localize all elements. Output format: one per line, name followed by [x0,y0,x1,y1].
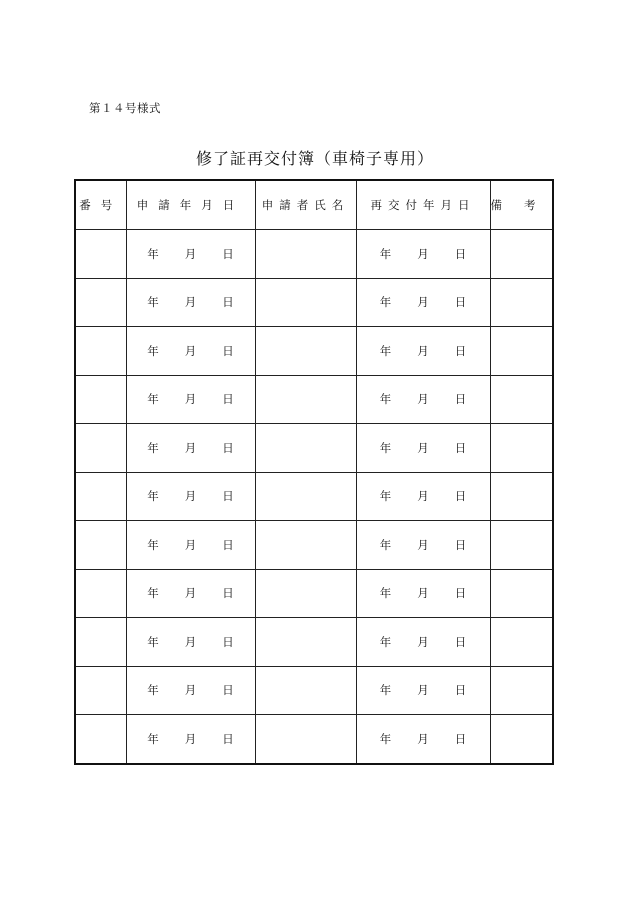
application-date-cell-units [127,634,255,650]
table-row [75,327,553,376]
date-unit-day: 日 [222,489,234,504]
reissue-date-cell-units [357,246,490,262]
date-unit-month: 月 [417,343,429,358]
application-date-cell[interactable] [126,424,255,473]
date-unit-month: 月 [417,634,429,649]
application-date-cell[interactable] [126,278,255,327]
table-row [75,424,553,473]
remarks-cell[interactable] [490,569,553,618]
date-unit-month: 月 [184,392,197,407]
reissue-date-cell-units [357,537,490,553]
row-number-cell[interactable] [75,230,126,279]
date-unit-month: 月 [184,295,197,310]
date-unit-day: 日 [222,537,234,552]
date-unit-month: 月 [184,683,197,698]
column-header-application-date: 申請年月日 [126,180,255,230]
table-row [75,666,553,715]
application-date-cell-units [127,731,255,747]
date-unit-month: 月 [417,295,429,310]
reissue-date-cell[interactable] [356,327,490,376]
applicant-name-cell[interactable] [255,278,356,327]
date-unit-month: 月 [417,731,429,746]
date-unit-month: 月 [417,489,429,504]
date-unit-year: 年 [147,683,159,698]
application-date-cell[interactable] [126,715,255,764]
date-unit-month: 月 [184,440,197,455]
date-unit-month: 月 [417,586,429,601]
applicant-name-cell[interactable] [255,569,356,618]
reissue-date-cell[interactable] [356,666,490,715]
date-unit-year: 年 [379,634,392,649]
application-date-cell-units [127,343,255,359]
reissue-date-cell-units [357,682,490,698]
reissue-date-cell[interactable] [356,278,490,327]
remarks-cell[interactable] [490,327,553,376]
row-number-cell[interactable] [75,569,126,618]
date-unit-day: 日 [454,489,467,504]
remarks-cell[interactable] [490,666,553,715]
date-unit-month: 月 [184,634,197,649]
date-unit-year: 年 [379,537,392,552]
date-unit-year: 年 [147,440,159,455]
date-unit-month: 月 [417,683,429,698]
date-unit-year: 年 [147,634,159,649]
reissue-date-cell-units [357,343,490,359]
date-unit-year: 年 [379,392,392,407]
date-unit-day: 日 [222,246,234,261]
column-header-number: 番号 [75,180,126,230]
date-unit-year: 年 [379,731,392,746]
date-unit-day: 日 [454,586,467,601]
date-unit-year: 年 [379,246,392,261]
reissue-date-cell-units [357,585,490,601]
date-unit-day: 日 [454,246,467,261]
row-number-cell[interactable] [75,521,126,570]
reissue-date-cell[interactable] [356,230,490,279]
reissue-date-cell-units [357,731,490,747]
date-unit-month: 月 [184,731,197,746]
application-date-cell[interactable] [126,472,255,521]
date-unit-year: 年 [147,489,159,504]
date-unit-month: 月 [184,586,197,601]
date-unit-month: 月 [417,537,429,552]
remarks-cell[interactable] [490,618,553,667]
applicant-name-cell[interactable] [255,424,356,473]
application-date-cell-units [127,246,255,262]
form-number: 第１４号様式 [89,101,161,115]
date-unit-month: 月 [417,246,429,261]
application-date-cell[interactable] [126,230,255,279]
reissue-date-cell[interactable] [356,424,490,473]
remarks-cell[interactable] [490,375,553,424]
reissue-register-table [74,179,558,765]
remarks-cell[interactable] [490,278,553,327]
applicant-name-cell[interactable] [255,327,356,376]
date-unit-year: 年 [147,392,159,407]
table-row [75,230,553,279]
row-number-cell[interactable] [75,472,126,521]
table-row [75,472,553,521]
date-unit-month: 月 [184,246,197,261]
date-unit-year: 年 [379,343,392,358]
applicant-name-cell[interactable] [255,230,356,279]
reissue-date-cell-units [357,488,490,504]
table-row [75,375,553,424]
date-unit-year: 年 [379,295,392,310]
application-date-cell[interactable] [126,666,255,715]
date-unit-day: 日 [222,392,234,407]
table-body [75,230,553,764]
row-number-cell[interactable] [75,715,126,764]
date-unit-day: 日 [222,295,234,310]
row-number-cell[interactable] [75,327,126,376]
applicant-name-cell[interactable] [255,375,356,424]
remarks-cell[interactable] [490,472,553,521]
table-row [75,569,553,618]
reissue-date-cell[interactable] [356,618,490,667]
date-unit-day: 日 [222,634,234,649]
applicant-name-cell[interactable] [255,715,356,764]
applicant-name-cell[interactable] [255,472,356,521]
date-unit-day: 日 [222,440,234,455]
date-unit-day: 日 [454,295,467,310]
date-unit-year: 年 [147,586,159,601]
reissue-date-cell-units [357,294,490,310]
remarks-cell[interactable] [490,715,553,764]
column-header-applicant-name: 申請者氏名 [255,180,356,230]
date-unit-day: 日 [454,343,467,358]
date-unit-day: 日 [222,343,234,358]
date-unit-day: 日 [454,683,467,698]
row-number-cell[interactable] [75,424,126,473]
date-unit-day: 日 [454,731,467,746]
application-date-cell[interactable] [126,375,255,424]
application-date-cell[interactable] [126,618,255,667]
date-unit-year: 年 [379,586,392,601]
table-row [75,618,553,667]
reissue-date-cell-units [357,634,490,650]
date-unit-year: 年 [147,246,159,261]
document-title: 修了証再交付簿（車椅子専用） [195,149,434,168]
date-unit-day: 日 [222,731,234,746]
date-unit-year: 年 [147,295,159,310]
application-date-cell-units [127,537,255,553]
applicant-name-cell[interactable] [255,521,356,570]
date-unit-month: 月 [417,440,429,455]
reissue-date-cell[interactable] [356,375,490,424]
application-date-cell-units [127,440,255,456]
reissue-date-cell[interactable] [356,569,490,618]
remarks-cell[interactable] [490,230,553,279]
row-number-cell[interactable] [75,278,126,327]
application-date-cell[interactable] [126,327,255,376]
remarks-cell[interactable] [490,424,553,473]
reissue-date-cell-units [357,440,490,456]
date-unit-day: 日 [454,440,467,455]
remarks-cell[interactable] [490,521,553,570]
row-number-cell[interactable] [75,666,126,715]
application-date-cell[interactable] [126,569,255,618]
application-date-cell-units [127,488,255,504]
reissue-date-cell[interactable] [356,715,490,764]
date-unit-year: 年 [379,683,392,698]
date-unit-day: 日 [222,586,234,601]
date-unit-day: 日 [222,683,234,698]
table-row [75,521,553,570]
row-number-cell[interactable] [75,618,126,667]
date-unit-day: 日 [454,537,467,552]
reissue-date-cell[interactable] [356,472,490,521]
application-date-cell-units [127,391,255,407]
date-unit-year: 年 [379,489,392,504]
date-unit-month: 月 [184,537,197,552]
column-header-reissue-date: 再交付年月日 [356,180,490,230]
date-unit-day: 日 [454,634,467,649]
date-unit-day: 日 [454,392,467,407]
date-unit-year: 年 [379,440,392,455]
row-number-cell[interactable] [75,375,126,424]
column-header-remarks: 備考 [490,180,553,230]
date-unit-month: 月 [417,392,429,407]
table-header-row [75,180,553,230]
date-unit-month: 月 [184,489,197,504]
date-unit-year: 年 [147,343,159,358]
date-unit-year: 年 [147,537,159,552]
application-date-cell-units [127,585,255,601]
applicant-name-cell[interactable] [255,618,356,667]
table-row [75,715,553,764]
table-row [75,278,553,327]
date-unit-month: 月 [184,343,197,358]
application-date-cell[interactable] [126,521,255,570]
reissue-date-cell-units [357,391,490,407]
application-date-cell-units [127,682,255,698]
reissue-date-cell[interactable] [356,521,490,570]
date-unit-year: 年 [147,731,159,746]
application-date-cell-units [127,294,255,310]
applicant-name-cell[interactable] [255,666,356,715]
